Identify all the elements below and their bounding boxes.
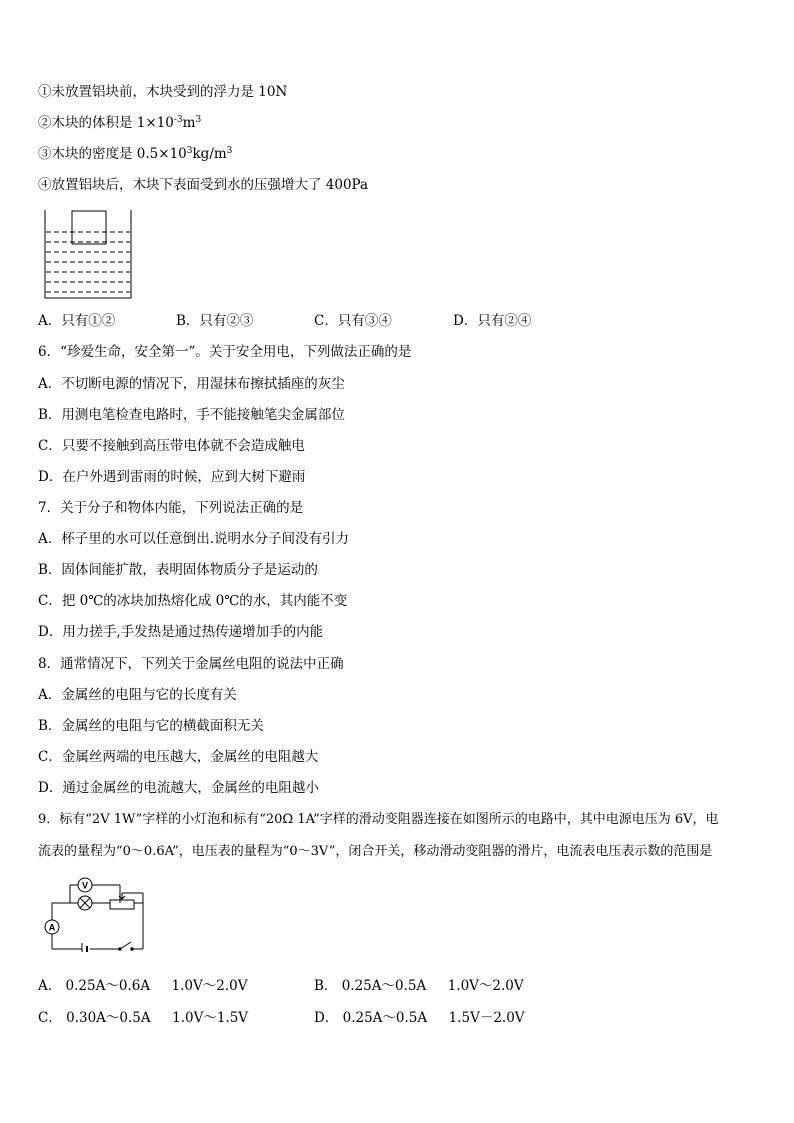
q5-statement-3-text: ③木块的密度是 0.5×10 xyxy=(38,146,187,162)
q5-statement-2-unit-exponent: 3 xyxy=(195,115,202,125)
q5-statement-1: ①未放置铝块前，木块受到的浮力是 10N xyxy=(38,84,288,100)
q9-option-a[interactable]: A． 0.25A～0.6A 1.0V～2.0V xyxy=(38,978,248,994)
q5-option-c[interactable]: C．只有③④ xyxy=(314,313,392,329)
q5-statement-4: ④放置铝块后，木块下表面受到水的压强增大了 400Pa xyxy=(38,177,369,193)
q5-statement-3-unit-exponent: 3 xyxy=(226,146,233,156)
q5-statement-2 xyxy=(38,114,201,132)
switch-blade xyxy=(120,942,131,949)
q6-option-a[interactable]: A．不切断电源的情况下，用湿抹布擦拭插座的灰尘 xyxy=(38,376,345,392)
q9-stem-line-1: 9．标有“2V 1W”字样的小灯泡和标有“20Ω 1A”字样的滑动变阻器连接在如图所示的电路中，其中电源电压为 6V，电 xyxy=(38,812,719,827)
water-lines xyxy=(46,232,130,292)
q5-statement-3 xyxy=(38,145,232,163)
q5-option-b[interactable]: B．只有②③ xyxy=(176,313,254,329)
q7-option-c[interactable]: C．把 0℃的冰块加热熔化成 0℃的水，其内能不变 xyxy=(38,593,348,609)
q9-option-d[interactable]: D． 0.25A～0.5A 1.5V－2.0V xyxy=(314,1010,525,1026)
q5-statement-2-unit: m xyxy=(182,115,196,131)
q5-option-d[interactable]: D．只有②④ xyxy=(453,313,532,329)
q8-stem: 8．通常情况下，下列关于金属丝电阻的说法中正确 xyxy=(38,656,344,672)
q5-statement-2-text: ②木块的体积是 1×10 xyxy=(38,115,174,131)
ammeter-label: A xyxy=(48,922,56,933)
q8-option-a[interactable]: A．金属丝的电阻与它的长度有关 xyxy=(38,687,237,703)
q5-statement-3-unit: kg/m xyxy=(192,146,227,162)
container-outline xyxy=(45,210,131,298)
q7-stem: 7．关于分子和物体内能，下列说法正确的是 xyxy=(38,500,304,516)
q5-statement-2-exponent: -3 xyxy=(173,115,183,125)
q6-option-d[interactable]: D．在户外遇到雷雨的时候，应到大树下避雨 xyxy=(38,469,306,485)
q6-option-c[interactable]: C．只要不接触到高压带电体就不会造成触电 xyxy=(38,438,305,454)
floating-block-figure xyxy=(44,208,134,300)
rheostat xyxy=(110,900,134,909)
q7-option-b[interactable]: B．固体间能扩散，表明固体物质分子是运动的 xyxy=(38,562,318,578)
q8-option-d[interactable]: D．通过金属丝的电流越大，金属丝的电阻越小 xyxy=(38,780,319,796)
circuit-diagram xyxy=(40,872,152,952)
q5-statement-3-exponent: 3 xyxy=(186,146,193,156)
q8-option-c[interactable]: C．金属丝两端的电压越大，金属丝的电阻越大 xyxy=(38,749,319,765)
wooden-block xyxy=(72,211,106,244)
q9-option-c[interactable]: C． 0.30A～0.5A 1.0V～1.5V xyxy=(38,1010,249,1026)
q6-stem: 6．“珍爱生命，安全第一”。关于安全用电，下列做法正确的是 xyxy=(38,344,412,360)
q8-option-b[interactable]: B．金属丝的电阻与它的横截面积无关 xyxy=(38,718,264,734)
q9-stem-line-2: 流表的量程为“0～0.6A”，电压表的量程为“0～3V”，闭合开关，移动滑动变阻器的滑片，电流表电压表示数的范围是 xyxy=(38,844,713,859)
voltmeter-label: V xyxy=(81,880,89,891)
q7-option-d[interactable]: D．用力搓手,手发热是通过热传递增加手的内能 xyxy=(38,624,324,640)
q7-option-a[interactable]: A．杯子里的水可以任意倒出.说明水分子间没有引力 xyxy=(38,531,350,547)
q6-option-b[interactable]: B．用测电笔检查电路时，手不能接触笔尖金属部位 xyxy=(38,407,345,423)
q5-option-a[interactable]: A．只有①② xyxy=(38,313,116,329)
q9-option-b[interactable]: B． 0.25A～0.5A 1.0V～2.0V xyxy=(314,978,524,994)
